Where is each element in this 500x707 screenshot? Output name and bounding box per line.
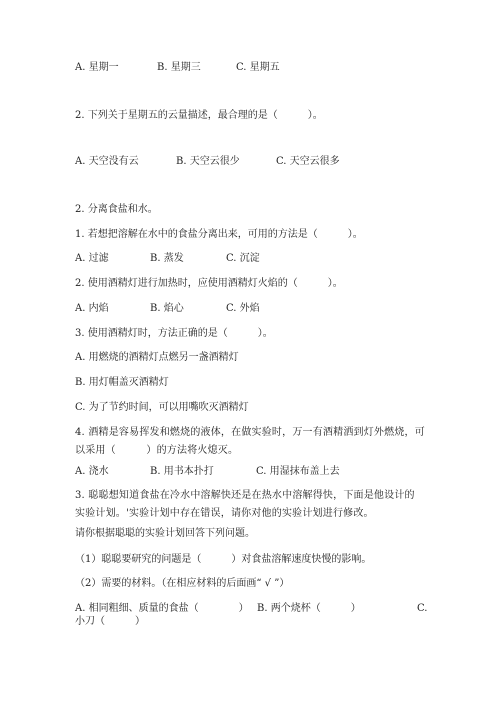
s2-q4-option-b: B. 用书本扑打 <box>150 466 214 477</box>
s2-q2-option-c: C. 外焰 <box>226 303 260 314</box>
s2-q4-option-a: A. 浇水 <box>75 466 109 477</box>
s2-q2-option-b: B. 焰心 <box>150 303 184 314</box>
q2-option-a: A. 天空没有云 <box>75 156 139 167</box>
material-option-c-text: 小刀（ ） <box>75 616 145 627</box>
section3-intro-line1: 3. 聪聪想知道食盐在冷水中溶解快还是在热水中溶解得快，下面是他设计的 <box>75 490 415 501</box>
s2-q2-stem: 2. 使用酒精灯进行加热时，应使用酒精灯火焰的（ ）。 <box>75 278 343 289</box>
s2-q3-stem: 3. 使用酒精灯时，方法正确的是（ ）。 <box>75 328 273 339</box>
s2-q4-option-c: C. 用湿抹布盖上去 <box>256 466 340 477</box>
material-option-a: A. 相同粗细、质量的食盐（ ） <box>75 603 249 614</box>
section3-intro-line2: 实验计划。'实验计划中存在错误，请你对他的实验计划进行修改。 <box>75 508 374 519</box>
q1-option-c: C. 星期五 <box>236 62 280 73</box>
material-option-b: B. 两个烧杯（ ） <box>257 603 361 614</box>
s2-q3-option-b: B. 用灯帽盖灭酒精灯 <box>75 377 169 388</box>
s2-q1-option-a: A. 过滤 <box>75 253 109 264</box>
section3-q2: （2）需要的材料。（在相应材料的后面画“ √ ”） <box>75 578 290 589</box>
section3-instruction: 请你根据聪聪的实验计划回答下列问题。 <box>75 528 255 539</box>
q2-option-c: C. 天空云很多 <box>276 156 340 167</box>
s2-q4-stem-line2: 以采用（ ）的方法将火熄灭。 <box>75 445 239 456</box>
q1-option-b: B. 星期三 <box>157 62 201 73</box>
s2-q4-stem-line1: 4. 酒精是容易挥发和燃烧的液体，在做实验时，万一有酒精洒到灯外燃烧，可 <box>75 427 425 438</box>
q2-stem: 2. 下列关于星期五的云量描述，最合理的是（ ）。 <box>75 110 323 121</box>
s2-q1-option-c: C. 沉淀 <box>226 253 260 264</box>
s2-q2-option-a: A. 内焰 <box>75 303 109 314</box>
material-option-c-label: C. <box>417 603 428 614</box>
s2-q1-stem: 1. 若想把溶解在水中的食盐分离出来，可用的方法是（ ）。 <box>75 229 363 240</box>
section2-title: 2. 分离食盐和水。 <box>75 204 158 215</box>
q2-option-b: B. 天空云很少 <box>176 156 240 167</box>
s2-q1-option-b: B. 蒸发 <box>150 253 184 264</box>
section3-q1: （1）聪聪要研究的问题是（ ）对食盐溶解速度快慢的影响。 <box>75 554 372 565</box>
q1-option-a: A. 星期一 <box>75 62 119 73</box>
s2-q3-option-a: A. 用燃烧的酒精灯点燃另一盏酒精灯 <box>75 352 239 363</box>
section3-intro <box>75 487 427 523</box>
s2-q3-option-c: C. 为了节约时间，可以用嘴吹灭酒精灯 <box>75 402 249 413</box>
s2-q4-stem <box>75 424 427 460</box>
